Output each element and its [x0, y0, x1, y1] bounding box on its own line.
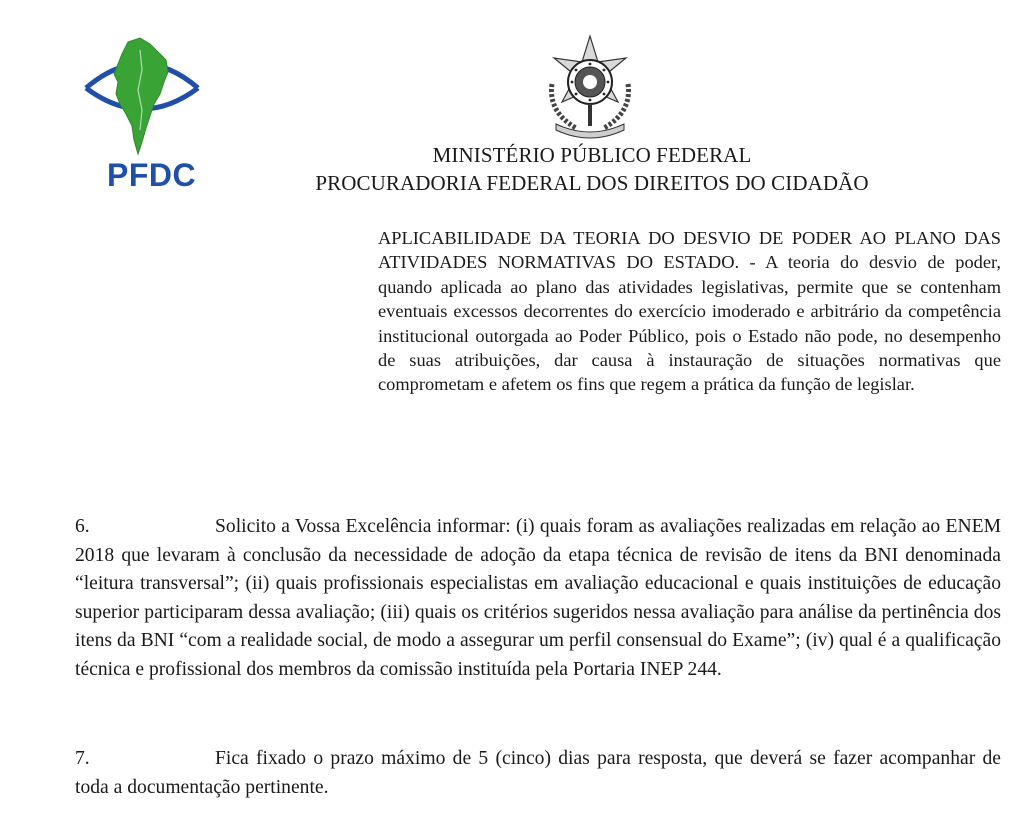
paragraph-text: Fica fixado o prazo máximo de 5 (cinco) dias para resposta, que deverá se fazer acompanhar de toda a documentação pertinente.: [75, 748, 1001, 798]
paragraph-number: 6.: [75, 516, 90, 537]
legal-quote: APLICABILIDADE DA TEORIA DO DESVIO DE PODER AO PLANO DAS ATIVIDADES NORMATIVAS DO ESTADO. - A teoria do desvio de poder, quando aplicada ao plano das atividades legislativas, permite que se contenham eventuais excessos decorrentes do exercício imoderado e arbitrário da competência institucional outorgada ao Poder Público, pois o Estado não pode, no desempenho de suas atribuições, dar causa à instauração de situações normativas que comprometam e afetem os fins que regem a prática da função de legislar.: [378, 228, 1001, 395]
institution-name: MINISTÉRIO PÚBLICO FEDERAL: [432, 143, 752, 167]
eye-map-icon: [80, 30, 205, 160]
brazil-coat-of-arms-icon: [538, 32, 642, 140]
paragraph-6: [75, 513, 1001, 685]
paragraph-text: Solicito a Vossa Excelência informar: (i) quais foram as avaliações realizadas em relação ao ENEM 2018 que levaram à conclusão da necessidade de adoção da etapa técnica de revisão de itens da BNI denominada “leitura transversal”; (ii) quais profissionais especialistas em avaliação educacional e quais instituições de educação superior participaram dessa avaliação; (iii) quais os critérios sugeridos nessa avaliação para análise da pertinência dos itens da BNI “com a realidade social, de modo a assegurar um perfil consensual do Exame”; (iv) qual é a qualificação técnica e profissional dos membros da comissão instituída pela Portaria INEP 244.: [75, 516, 1001, 680]
paragraph-number: 7.: [75, 748, 90, 769]
pfdc-logo-text: PFDC: [107, 157, 197, 193]
paragraph-7: [75, 745, 1001, 802]
department-name: PROCURADORIA FEDERAL DOS DIREITOS DO CIDADÃO: [315, 171, 869, 195]
